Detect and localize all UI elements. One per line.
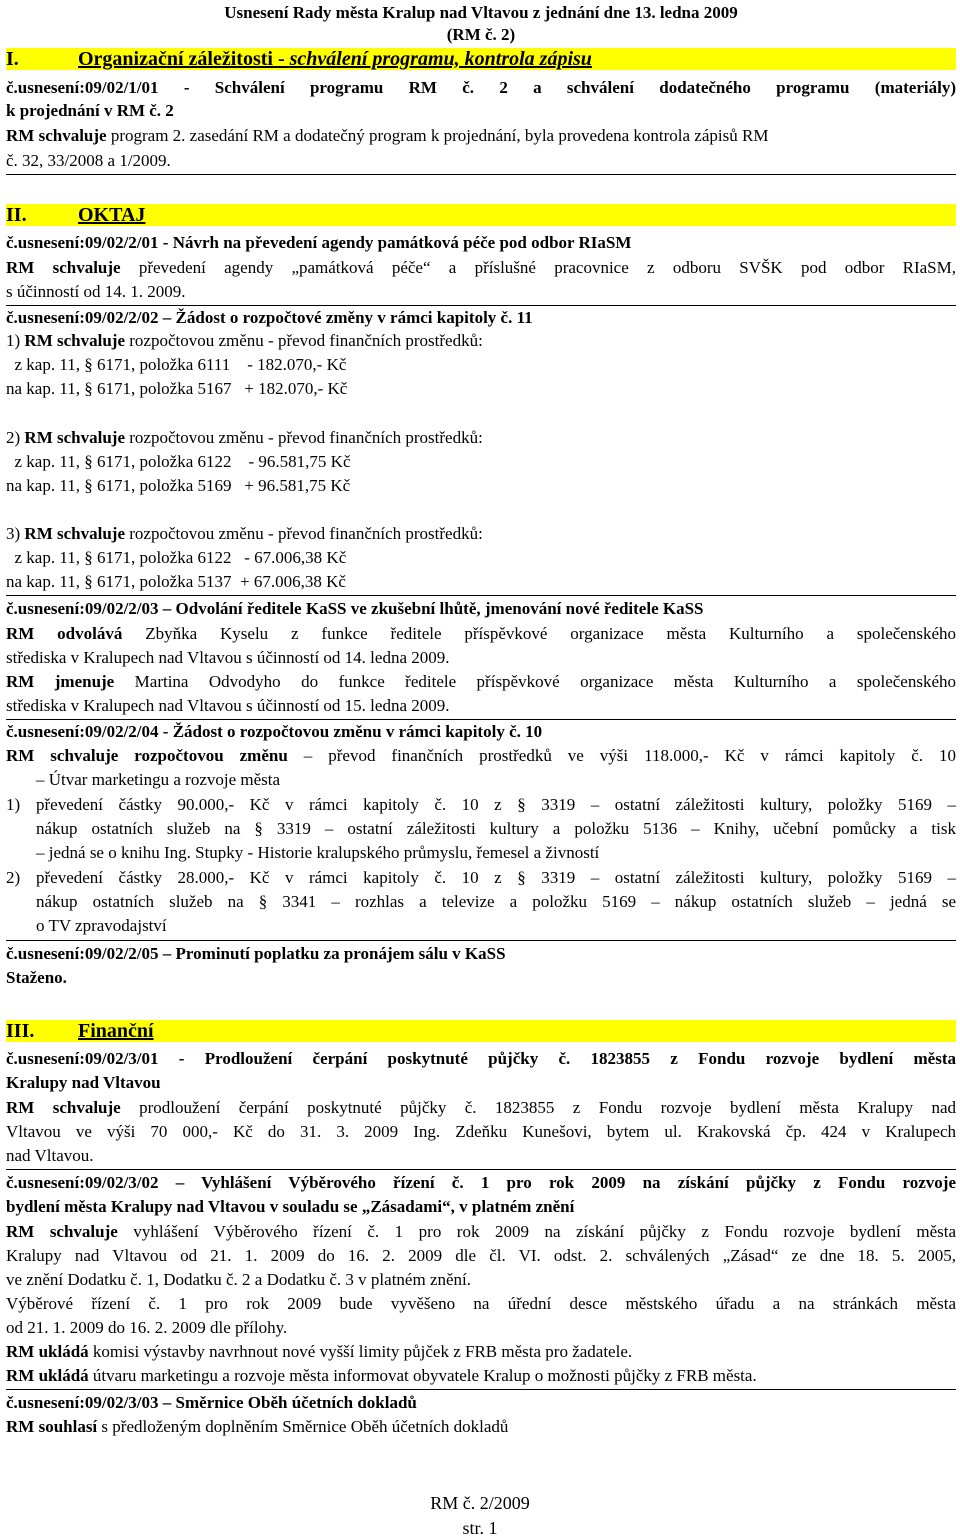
resolution-title: č.usnesení:09/02/2/04 - Žádost o rozpočtovou změnu v rámci kapitoly č. 10 <box>6 722 543 741</box>
list-item: převedení částky 28.000,- Kč v rámci kapitoly č. 10 z § 3319 – ostatní záležitosti kultury, položky 5169 – <box>36 868 956 887</box>
resolution-text: RM odvolává Zbyňka Kyselu z funkce ředitele příspěvkové organizace města Kulturního a společenského <box>6 624 956 643</box>
budget-item-1-header: 1) RM schvaluje rozpočtovou změnu - převod finančních prostředků: <box>6 331 483 350</box>
resolution-title: č.usnesení:09/02/3/02 – Vyhlášení Výběrového řízení č. 1 pro rok 2009 na získání půjčky z Fondu rozvoje <box>6 1173 956 1192</box>
resolution-title: č.usnesení:09/02/2/02 – Žádost o rozpočtové změny v rámci kapitoly č. 11 <box>6 308 533 327</box>
resolution-text: RM schvaluje rozpočtovou změnu – převod finančních prostředků ve výši 118.000,- Kč v rámci kapitoly č. 10 <box>6 746 956 765</box>
resolution-title: č.usnesení:09/02/3/03 – Směrnice Oběh účetních dokladů <box>6 1393 417 1412</box>
resolution-text: RM ukládá útvaru marketingu a rozvoje města informovat obyvatele Kralup o možnosti půjčky z FRB města. <box>6 1366 757 1385</box>
list-number: 1) <box>6 795 21 814</box>
resolution-title: č.usnesení:09/02/2/01 - Návrh na převedení agendy památková péče pod odbor RIaSM <box>6 233 632 252</box>
resolution-text-cont: Vltavou ve výši 70 000,- Kč do 31. 3. 2009 Ing. Zdeňku Kunešovi, bytem ul. Krakovská čp. 424 v Kralupech <box>6 1122 956 1141</box>
budget-item-3-to: na kap. 11, § 6171, položka 5137 + 67.006,38 Kč <box>6 572 346 591</box>
budget-item-3-header: 3) RM schvaluje rozpočtovou změnu - převod finančních prostředků: <box>6 524 483 543</box>
resolution-text: RM schvaluje prodloužení čerpání poskytnuté půjčky č. 1823855 z Fondu rozvoje bydlení města Kralupy nad <box>6 1098 957 1117</box>
list-item: převedení částky 90.000,- Kč v rámci kapitoly č. 10 z § 3319 – ostatní záležitosti kultury, položky 5169 – <box>36 795 956 814</box>
resolution-text: RM schvaluje program 2. zasedání RM a dodatečný program k projednání, byla provedena kontrola zápisů RM <box>6 126 769 145</box>
resolution-text: RM ukládá komisi výstavby navrhnout nové vyšší limity půjček z FRB města pro žadatele. <box>6 1342 633 1361</box>
resolution-text-cont: s účinností od 14. 1. 2009. <box>6 282 186 301</box>
resolution-text: RM schvaluje vyhlášení Výběrového řízení č. 1 pro rok 2009 na získání půjčky z Fondu rozvoje bydlení města <box>6 1222 957 1241</box>
resolution-title: č.usnesení:09/02/1/01 - Schválení programu RM č. 2 a schválení dodatečného programu (materiály) <box>6 78 956 97</box>
section-2-title: OKTAJ <box>78 204 146 226</box>
section-3-title: Finanční <box>78 1020 154 1042</box>
resolution-text-cont: Výběrové řízení č. 1 pro rok 2009 bude vyvěšeno na úřední desce městského úřadu a na stránkách města <box>6 1294 956 1313</box>
budget-item-1-to: na kap. 11, § 6171, položka 5167 + 182.070,- Kč <box>6 379 348 398</box>
section-3-roman: III. <box>6 1020 35 1042</box>
divider <box>6 940 956 941</box>
budget-item-2-from: z kap. 11, § 6171, položka 6122 - 96.581,75 Kč <box>6 452 351 471</box>
resolution-text-cont: nad Vltavou. <box>6 1146 94 1165</box>
divider <box>6 1389 956 1390</box>
section-1-title: Organizační záležitosti - schválení programu, kontrola zápisu <box>78 48 592 70</box>
list-item-cont: nákup ostatních služeb na § 3319 – ostatní záležitosti kultury a položku 5136 – Knihy, učební pomůcky a tisk <box>36 819 956 838</box>
resolution-text: Staženo. <box>6 968 67 987</box>
resolution-title-cont: Kralupy nad Vltavou <box>6 1073 161 1092</box>
resolution-title-cont: k projednání v RM č. 2 <box>6 101 174 120</box>
resolution-text-cont: střediska v Kralupech nad Vltavou s účinností od 14. ledna 2009. <box>6 648 450 667</box>
section-1-roman: I. <box>6 48 19 70</box>
list-number: 2) <box>6 868 21 887</box>
resolution-text-cont: ve znění Dodatku č. 1, Dodatku č. 2 a Dodatku č. 3 v platném znění. <box>6 1270 472 1289</box>
divider <box>6 305 956 306</box>
budget-item-2-header: 2) RM schvaluje rozpočtovou změnu - převod finančních prostředků: <box>6 428 483 447</box>
budget-item-1-from: z kap. 11, § 6171, položka 6111 - 182.070,- Kč <box>6 355 347 374</box>
section-3-heading <box>6 1019 956 1043</box>
budget-item-3-from: z kap. 11, § 6171, položka 6122 - 67.006,38 Kč <box>6 548 347 567</box>
resolution-text-cont: – Útvar marketingu a rozvoje města <box>36 770 281 789</box>
divider <box>6 1169 956 1170</box>
footer-page-number: str. 1 <box>462 1518 498 1538</box>
resolution-text-cont: Kralupy nad Vltavou od 21. 1. 2009 do 16. 2. 2009 dle čl. VI. odst. 2. schválených „Zásad“ ze dne 18. 5. 2005, <box>6 1246 956 1265</box>
resolution-title-cont: bydlení města Kralupy nad Vltavou v souladu se „Zásadami“, v platném znění <box>6 1197 575 1216</box>
footer-doc-number: RM č. 2/2009 <box>430 1493 530 1513</box>
divider <box>6 174 956 175</box>
list-item-cont: nákup ostatních služeb na § 3341 – rozhlas a televize a položku 5169 – nákup ostatních služeb – jedná se <box>36 892 956 911</box>
divider <box>6 719 956 720</box>
resolution-text-cont: č. 32, 33/2008 a 1/2009. <box>6 151 171 170</box>
resolution-title: č.usnesení:09/02/2/05 – Prominutí poplatku za pronájem sálu v KaSS <box>6 944 506 963</box>
divider <box>6 595 956 596</box>
list-item-cont: o TV zpravodajství <box>36 916 167 935</box>
resolution-title: č.usnesení:09/02/2/03 – Odvolání ředitele KaSS ve zkušební lhůtě, jmenování nové ředitele KaSS <box>6 599 704 618</box>
document-subtitle: (RM č. 2) <box>446 25 516 44</box>
list-item-cont: – jedná se o knihu Ing. Stupky - Historie kralupského průmyslu, řemesel a živností <box>36 843 600 862</box>
resolution-text-cont: od 21. 1. 2009 do 16. 2. 2009 dle přílohy. <box>6 1318 288 1337</box>
resolution-text-cont: střediska v Kralupech nad Vltavou s účinností od 15. ledna 2009. <box>6 696 450 715</box>
resolution-text: RM schvaluje převedení agendy „památková péče“ a příslušné pracovnice z odboru SVŠK pod odbor RIaSM, <box>6 258 956 277</box>
budget-item-2-to: na kap. 11, § 6171, položka 5169 + 96.581,75 Kč <box>6 476 351 495</box>
document-title: Usnesení Rady města Kralup nad Vltavou z jednání dne 13. ledna 2009 <box>224 3 738 22</box>
resolution-text: RM souhlasí s předloženým doplněním Směrnice Oběh účetních dokladů <box>6 1417 509 1436</box>
resolution-text: RM jmenuje Martina Odvodyho do funkce ředitele příspěvkové organizace města Kulturního a společenského <box>6 672 956 691</box>
resolution-title: č.usnesení:09/02/3/01 - Prodloužení čerpání poskytnuté půjčky č. 1823855 z Fondu rozvoje bydlení města <box>6 1049 956 1068</box>
section-1-heading <box>6 47 956 71</box>
section-2-heading <box>6 203 956 227</box>
section-2-roman: II. <box>6 204 27 226</box>
